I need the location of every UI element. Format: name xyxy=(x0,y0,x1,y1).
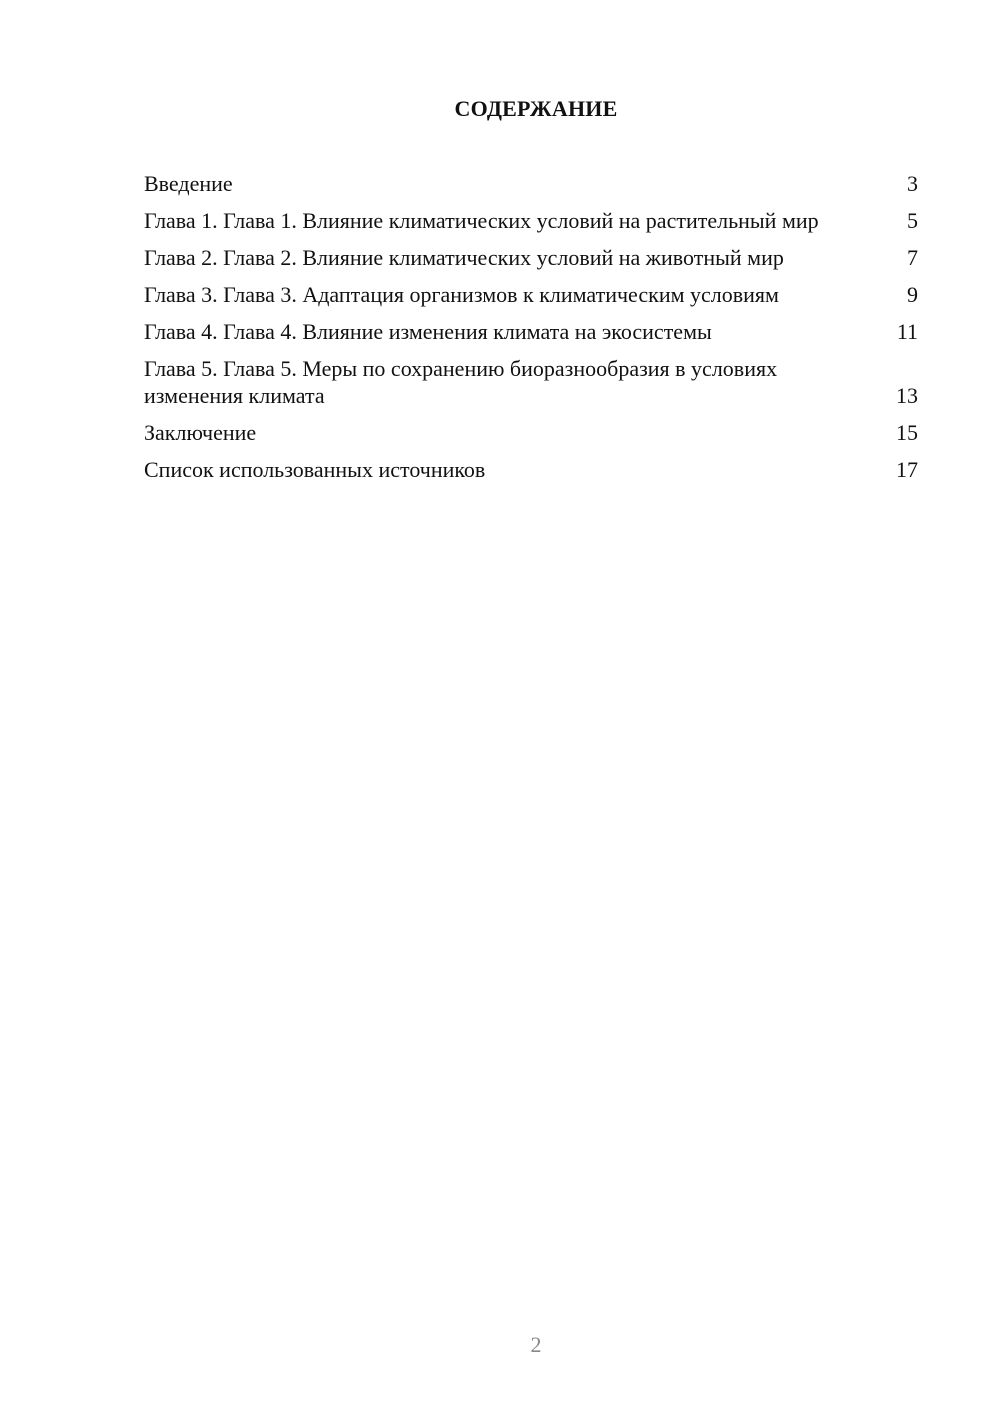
toc-entry-title: Глава 1. Глава 1. Влияние климатических условий на растительный мир xyxy=(144,208,819,233)
toc-entry-page-number: 3 xyxy=(907,171,918,196)
toc-entry-page-number: 7 xyxy=(907,245,918,270)
toc-entry-page-number: 17 xyxy=(896,457,918,482)
toc-entry-title: Глава 4. Глава 4. Влияние изменения климата на экосистемы xyxy=(144,319,712,344)
toc-entry-references xyxy=(144,456,918,483)
toc-heading: СОДЕРЖАНИЕ xyxy=(454,96,618,121)
toc-entry-chapter-4 xyxy=(144,318,918,345)
toc-entry-page-number: 5 xyxy=(907,208,918,233)
toc-entry-page-number: 11 xyxy=(896,319,918,344)
toc-entry-title: Глава 2. Глава 2. Влияние климатических условий на животный мир xyxy=(144,245,784,270)
toc-entry-title: Глава 3. Глава 3. Адаптация организмов к климатическим условиям xyxy=(144,282,779,307)
toc-entry-chapter-3 xyxy=(144,281,918,308)
toc-entry-title: Заключение xyxy=(144,420,257,445)
toc-entry-title: Список использованных источников xyxy=(144,457,486,482)
toc-entry-page-number: 13 xyxy=(896,383,918,408)
table-of-contents xyxy=(144,170,918,493)
page-number: 2 xyxy=(530,1332,542,1357)
toc-entry-conclusion xyxy=(144,419,918,446)
toc-entry-chapter-1 xyxy=(144,207,918,234)
toc-entry-chapter-2 xyxy=(144,244,918,271)
toc-entry-page-number: 9 xyxy=(907,282,918,307)
toc-entry-title: Введение xyxy=(144,171,233,196)
toc-entry-title: Глава 5. Глава 5. Меры по сохранению биоразнообразия в условиях изменения климата xyxy=(144,356,778,408)
toc-entry-page-number: 15 xyxy=(896,420,918,445)
toc-entry-introduction xyxy=(144,170,918,197)
toc-entry-chapter-5 xyxy=(144,355,918,409)
